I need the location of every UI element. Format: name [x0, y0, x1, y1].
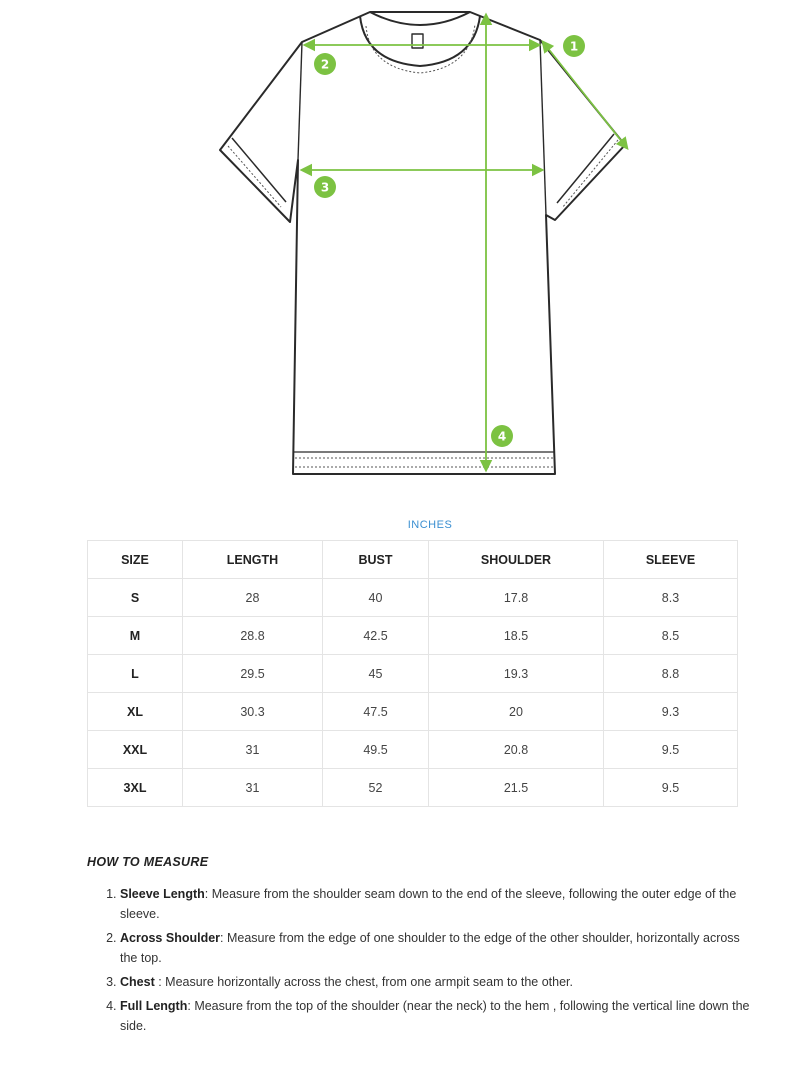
shoulder-cell: 18.5 — [429, 617, 604, 655]
sleeve-arrow — [543, 39, 627, 148]
how-to-measure-title: HOW TO MEASURE — [87, 855, 209, 869]
instruction-separator: : — [204, 887, 209, 901]
size-cell: M — [88, 617, 183, 655]
table-row — [88, 769, 738, 807]
marker-4 — [491, 425, 513, 447]
length-cell: 28.8 — [183, 617, 323, 655]
table-row — [88, 579, 738, 617]
instruction-separator: : — [187, 999, 191, 1013]
sleeve-cell: 9.5 — [604, 769, 738, 807]
length-cell: 31 — [183, 769, 323, 807]
how-to-measure-list — [87, 884, 760, 1040]
size-cell: XL — [88, 693, 183, 731]
size-chart-table — [87, 540, 738, 807]
sleeve-cell: 9.5 — [604, 731, 738, 769]
sleeve-cell: 8.3 — [604, 579, 738, 617]
header-length: LENGTH — [183, 541, 323, 579]
measurement-arrows — [302, 15, 627, 470]
table-header-row — [88, 541, 738, 579]
sleeve-cell: 8.8 — [604, 655, 738, 693]
marker-3 — [314, 176, 336, 198]
instruction-term: Full Length — [120, 999, 188, 1013]
unit-label: INCHES — [407, 519, 453, 531]
sleeve-cell: 8.5 — [604, 617, 738, 655]
instruction-text: Measure from the top of the shoulder (near the neck) to the hem , following the vertical line down the side. — [120, 999, 750, 1033]
table-row — [88, 693, 738, 731]
header-sleeve: SLEEVE — [604, 541, 738, 579]
size-cell: XXL — [88, 731, 183, 769]
instruction-separator: : — [220, 931, 224, 945]
header-size: SIZE — [88, 541, 183, 579]
bust-cell: 42.5 — [323, 617, 429, 655]
shoulder-cell: 20.8 — [429, 731, 604, 769]
table-row — [88, 617, 738, 655]
length-cell: 29.5 — [183, 655, 323, 693]
svg-text:2: 2 — [320, 57, 330, 72]
bust-cell: 52 — [323, 769, 429, 807]
size-cell: S — [88, 579, 183, 617]
size-cell: 3XL — [88, 769, 183, 807]
header-shoulder: SHOULDER — [429, 541, 604, 579]
table-row — [88, 731, 738, 769]
tshirt-measurement-diagram — [0, 0, 800, 490]
instruction-text: Measure horizontally across the chest, from one armpit seam to the other. — [161, 975, 573, 989]
tshirt-outline — [220, 12, 625, 474]
shoulder-cell: 17.8 — [429, 579, 604, 617]
shoulder-cell: 21.5 — [429, 769, 604, 807]
instruction-term: Across Shoulder — [120, 931, 221, 945]
svg-text:3: 3 — [320, 180, 330, 195]
instruction-text: Measure from the shoulder seam down to the end of the sleeve, following the outer edge of the sleeve. — [120, 887, 737, 921]
length-cell: 31 — [183, 731, 323, 769]
bust-cell: 49.5 — [323, 731, 429, 769]
list-item — [120, 884, 760, 924]
bust-cell: 45 — [323, 655, 429, 693]
svg-text:1: 1 — [569, 39, 579, 54]
length-cell: 30.3 — [183, 693, 323, 731]
instruction-separator: : — [154, 975, 162, 989]
list-item — [120, 928, 760, 968]
table-row — [88, 655, 738, 693]
marker-1 — [563, 35, 585, 57]
marker-2 — [314, 53, 336, 75]
stitching — [228, 24, 618, 467]
size-cell: L — [88, 655, 183, 693]
svg-text:4: 4 — [497, 429, 507, 444]
tshirt-illustration — [0, 0, 800, 490]
bust-cell: 40 — [323, 579, 429, 617]
instruction-term: Chest — [120, 975, 155, 989]
list-item — [120, 996, 760, 1036]
shoulder-cell: 19.3 — [429, 655, 604, 693]
shoulder-cell: 20 — [429, 693, 604, 731]
list-item — [120, 972, 760, 992]
header-bust: BUST — [323, 541, 429, 579]
bust-cell: 47.5 — [323, 693, 429, 731]
sleeve-cell: 9.3 — [604, 693, 738, 731]
length-cell: 28 — [183, 579, 323, 617]
instruction-text: Measure from the edge of one shoulder to the edge of the other shoulder, horizontally across the top. — [120, 931, 740, 965]
instruction-term: Sleeve Length — [120, 887, 205, 901]
